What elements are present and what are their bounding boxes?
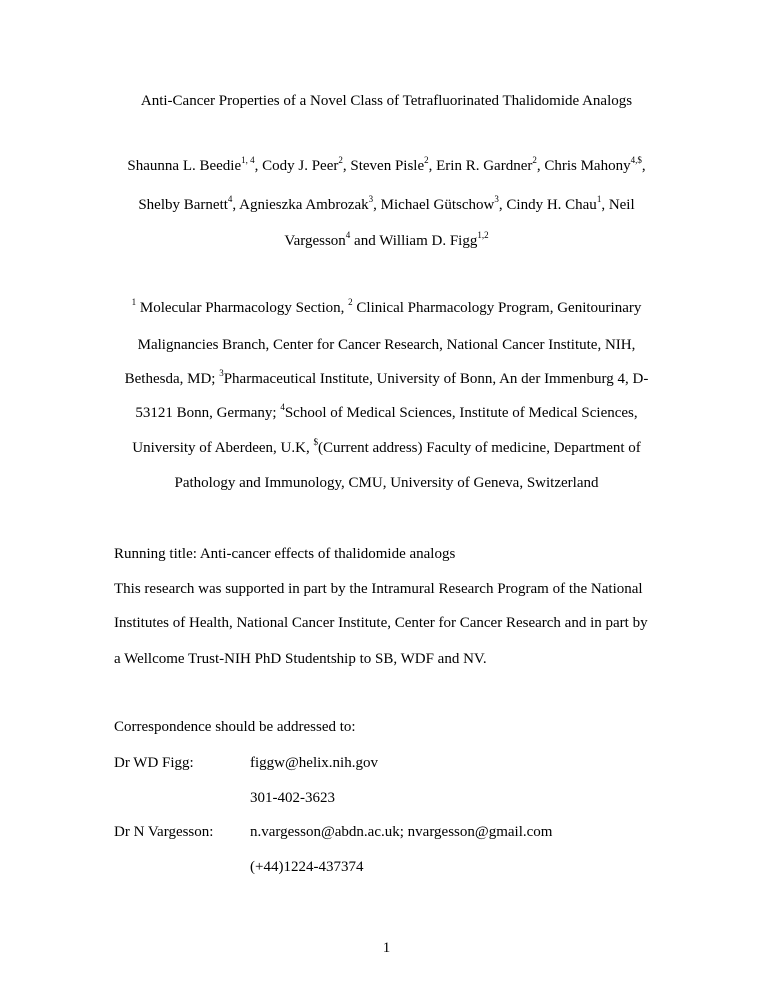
author-name: Shaunna L. Beedie bbox=[127, 158, 242, 174]
correspondence-heading: Correspondence should be addressed to: bbox=[114, 719, 356, 735]
affiliation-line-1 bbox=[0, 299, 773, 317]
affiliation-marker: 2 bbox=[348, 297, 353, 307]
affiliation-text: Pharmaceutical Institute, University of Bonn, An der Immenburg 4, D- bbox=[223, 371, 649, 387]
author-name: Erin R. Gardner bbox=[436, 158, 533, 174]
author-name: Agnieszka Ambrozak bbox=[239, 197, 369, 213]
author-line-1: Shaunna L. Beedie$^{1, 4}$, Cody J. Peer$^2$, Steven Pisle$^2$, Erin R. Gardner$^2$, Chris Mahony$^{4,\$}$, bbox=[127, 155, 646, 174]
author-affiliation-marker: 1, 4 bbox=[241, 155, 255, 165]
author-affiliation-marker: 2 bbox=[424, 155, 429, 165]
funding-line-3: a Wellcome Trust-NIH PhD Studentship to SB, WDF and NV. bbox=[114, 651, 487, 667]
affiliation-text: Bethesda, MD; bbox=[124, 371, 220, 387]
contact-vargesson-phone: (+44)1224-437374 bbox=[250, 859, 364, 875]
contact-figg-email[interactable]: figgw@helix.nih.gov bbox=[250, 755, 378, 771]
contact-figg-label: Dr WD Figg: bbox=[114, 755, 194, 771]
affiliation-text: University of Aberdeen, U.K, bbox=[132, 440, 314, 456]
author-name: William D. Figg bbox=[379, 233, 478, 249]
author-name: Vargesson bbox=[284, 233, 346, 249]
author-name: Cindy H. Chau bbox=[506, 197, 597, 213]
contact-vargesson-email[interactable]: n.vargesson@abdn.ac.uk; nvargesson@gmail.com bbox=[250, 824, 553, 840]
author-affiliation-marker: 1,2 bbox=[477, 230, 489, 240]
affiliation-text: 53121 Bonn, Germany; bbox=[135, 405, 281, 421]
funding-line-2: Institutes of Health, National Cancer Institute, Center for Cancer Research and in part by bbox=[114, 615, 648, 631]
author-affiliation-marker: 3 bbox=[368, 194, 374, 204]
author-affiliation-marker: 3 bbox=[494, 194, 499, 204]
affiliation-line-4 bbox=[0, 404, 773, 422]
funding-line-1: This research was supported in part by the Intramural Research Program of the National bbox=[114, 581, 643, 597]
affiliation-text: Malignancies Branch, Center for Cancer Research, National Cancer Institute, NIH, bbox=[137, 337, 636, 353]
author-affiliation-marker: 4 bbox=[345, 230, 351, 240]
running-title: Running title: Anti-cancer effects of thalidomide analogs bbox=[114, 546, 456, 562]
author-name: Steven Pisle bbox=[350, 158, 425, 174]
page-number: 1 bbox=[382, 940, 391, 956]
author-name: Chris Mahony bbox=[544, 158, 631, 174]
paper-title: Anti-Cancer Properties of a Novel Class of Tetrafluorinated Thalidomide Analogs bbox=[140, 93, 633, 109]
author-name: Shelby Barnett bbox=[138, 197, 228, 213]
affiliation-marker: 1 bbox=[131, 297, 137, 307]
affiliation-marker: 4 bbox=[280, 402, 285, 412]
author-line-2: Shelby Barnett$^4$, Agnieszka Ambrozak$^3$, Michael Gütschow$^3$, Cindy H. Chau$^1$, Neil bbox=[138, 194, 635, 213]
author-affiliation-marker: 4 bbox=[227, 194, 233, 204]
author-affiliation-marker: 2 bbox=[532, 155, 537, 165]
affiliation-line-6 bbox=[0, 474, 773, 492]
author-affiliation-marker: 1 bbox=[596, 194, 602, 204]
author-line-3: Vargesson$^4$ and William D. Figg$^{1,2}$ bbox=[284, 230, 489, 249]
affiliation-line-2 bbox=[0, 336, 773, 354]
author-name: Cody J. Peer bbox=[262, 158, 339, 174]
author-name: Michael Gütschow bbox=[380, 197, 495, 213]
affiliation-line-3 bbox=[0, 370, 773, 388]
affiliation-line-5 bbox=[0, 439, 773, 457]
affiliation-text: Pathology and Immunology, CMU, University of Geneva, Switzerland bbox=[174, 475, 599, 491]
affiliation-text: (Current address) Faculty of medicine, Department of bbox=[317, 440, 641, 456]
affiliation-text: Molecular Pharmacology Section, bbox=[136, 300, 349, 316]
affiliation-marker: $ bbox=[313, 437, 318, 447]
affiliation-marker: 3 bbox=[219, 368, 224, 378]
contact-vargesson-label: Dr N Vargesson: bbox=[114, 824, 214, 840]
author-affiliation-marker: 2 bbox=[338, 155, 343, 165]
author-affiliation-marker: 4,$ bbox=[630, 155, 642, 165]
affiliation-text: School of Medical Sciences, Institute of Medical Sciences, bbox=[284, 405, 638, 421]
contact-figg-phone: 301-402-3623 bbox=[250, 790, 335, 806]
affiliation-text: Clinical Pharmacology Program, Genitourinary bbox=[352, 300, 642, 316]
